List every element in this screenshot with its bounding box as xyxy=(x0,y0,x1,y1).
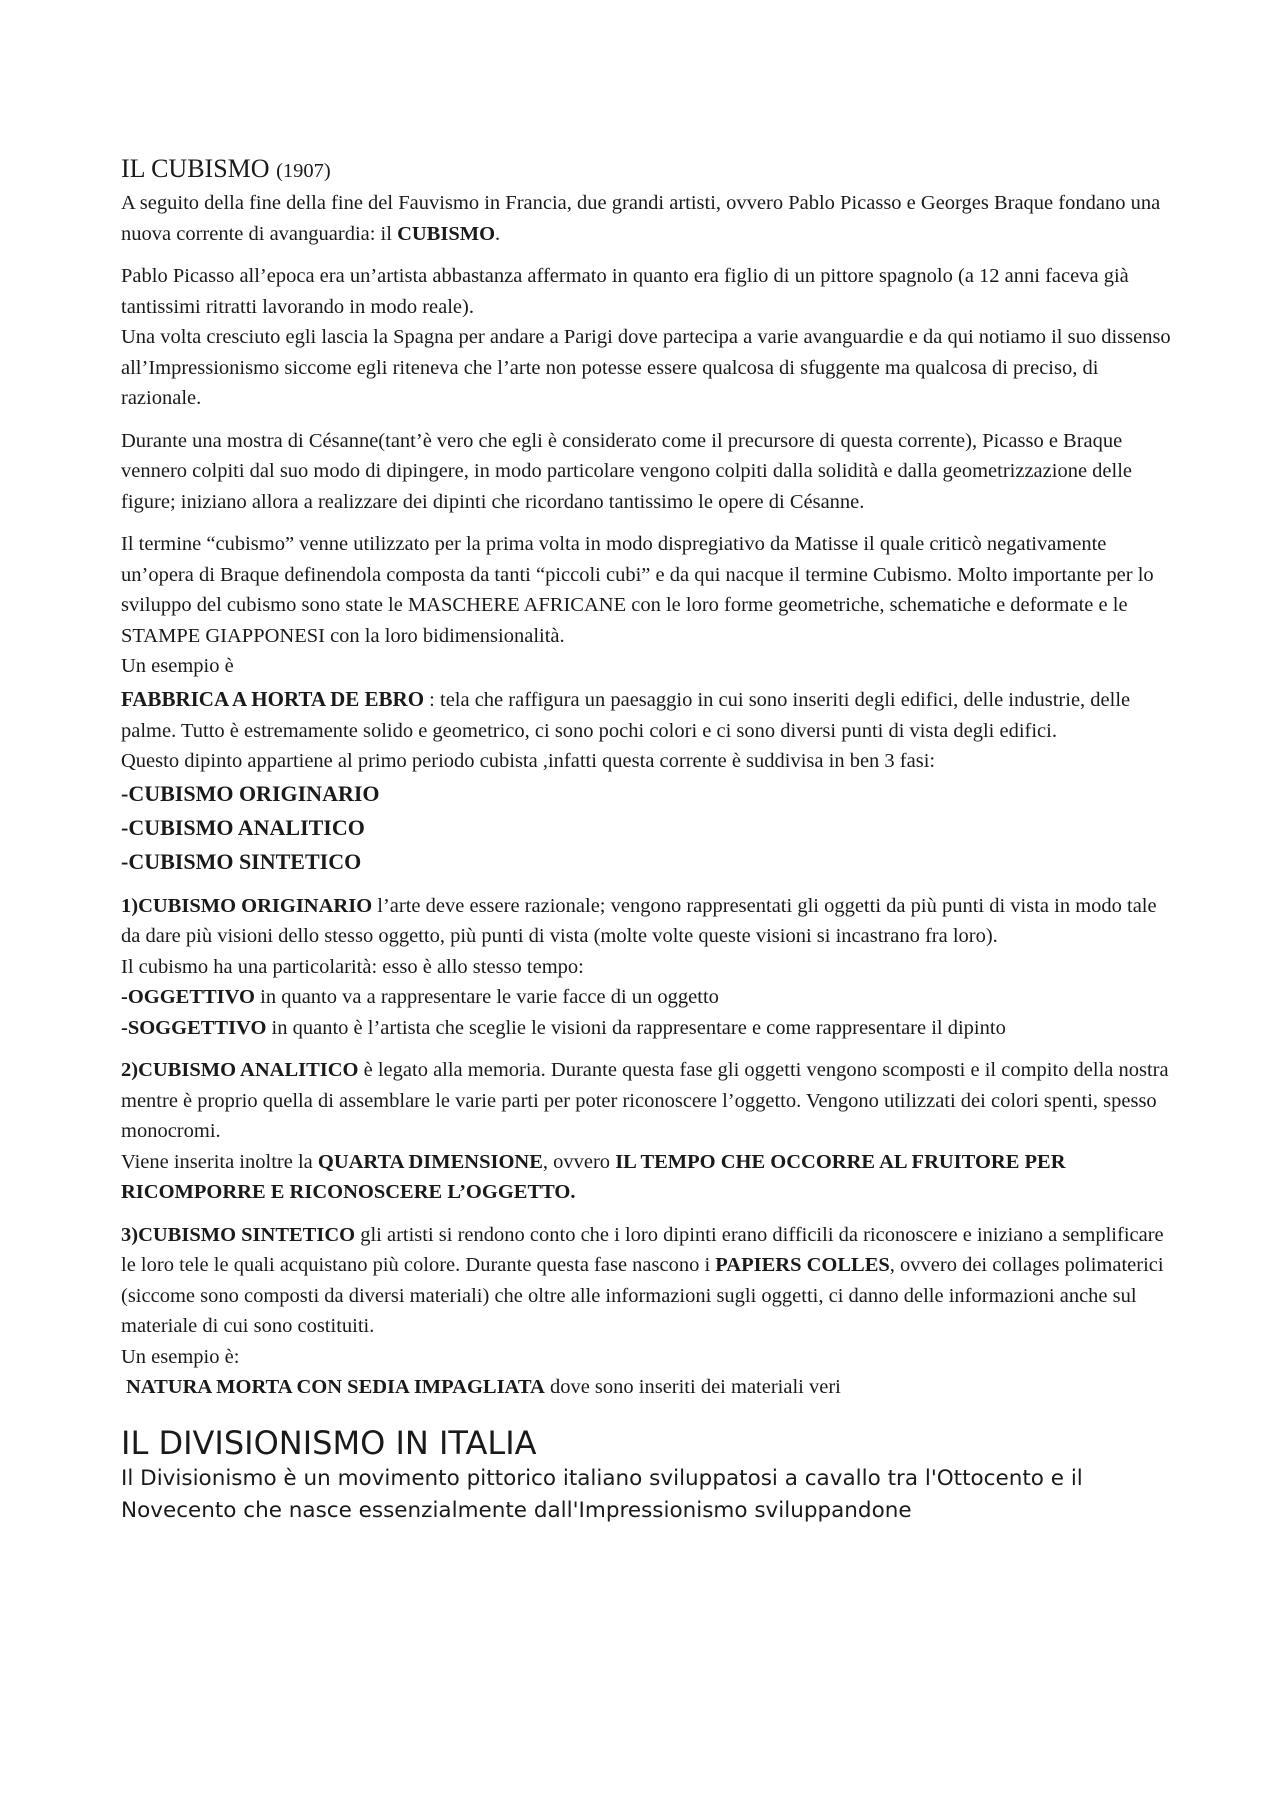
oggettivo-line xyxy=(121,982,1171,1013)
example-fabbrica-text: : tela che raffigura un paesaggio in cui sono inseriti degli edifici, delle industrie, delle palme. Tutto è estremamente solido e geometrico, ci sono pochi colori e ci sono diversi punti di vista degli edifici. xyxy=(121,688,1131,742)
intro-bold: CUBISMO xyxy=(397,222,496,245)
phases-intro: Questo dipinto appartiene al primo periodo cubista ,infatti questa corrente è suddivisa in ben 3 fasi: xyxy=(121,750,936,772)
example-fabbrica-title: FABBRICA A HORTA DE EBRO xyxy=(121,686,425,711)
cesanne-paragraph: Durante una mostra di Césanne(tant’è vero che egli è considerato come il precursore di questa corrente), Picasso e Braque vennero colpiti dal suo modo di dipingere, in modo particolare vengono colpiti dalla solidità e dalla geometrizzazione delle figure; iniziano allora a realizzare dei dipinti che ricordano tantissimo le opere di Césanne. xyxy=(121,429,1133,513)
soggettivo-line xyxy=(121,1013,1171,1044)
document-page xyxy=(121,152,1171,1527)
divisionismo-paragraph: Il Divisionismo è un movimento pittorico italiano sviluppatosi a cavallo tra l'Ottocento e il Novecento che nasce essenzialmente dall'Impressionismo sviluppandone xyxy=(121,1465,1083,1523)
originario-label: 1)CUBISMO ORIGINARIO xyxy=(121,894,373,917)
picasso-paragraph-2: Una volta cresciuto egli lascia la Spagna per andare a Parigi dove partecipa a varie avanguardie e da qui notiamo il suo dissenso all’Impressionismo siccome egli riteneva che l’arte non potesse essere qualcosa di sfuggente ma qualcosa di preciso, di razionale. xyxy=(121,326,1171,409)
sintetico-paragraph xyxy=(121,1220,1171,1342)
analitico-label: 2)CUBISMO ANALITICO xyxy=(121,1059,359,1081)
title-main: IL CUBISMO xyxy=(121,154,270,183)
oggettivo-text: in quanto va a rappresentare le varie facce di un oggetto xyxy=(255,986,719,1008)
phase-item: -CUBISMO ORIGINARIO xyxy=(121,780,380,806)
section-title-divisionismo: IL DIVISIONISMO IN ITALIA xyxy=(121,1423,537,1462)
picasso-paragraph-1: Pablo Picasso all’epoca era un’artista abbastanza affermato in quanto era figlio di un pittore spagnolo (a 12 anni faceva già tantissimi ritratti lavorando in modo reale). xyxy=(121,265,1129,318)
quarta-bold-2: IL TEMPO CHE OCCORRE AL FRUITORE PER RICOMPORRE E RICONOSCERE L’OGGETTO. xyxy=(121,1150,1066,1203)
phase-item: -CUBISMO ANALITICO xyxy=(121,814,365,840)
termine-paragraph: Il termine “cubismo” venne utilizzato per la prima volta in modo dispregiativo da Matisse il quale criticò negativamente un’opera di Braque definendola composta da tanti “piccoli cubi” e da qui nacque il termine Cubismo. Molto importante per lo sviluppo del cubismo sono state le MASCHERE AFRICANE con le loro forme geometriche, schematiche e deformate e le STAMPE GIAPPONESI con la loro bidimensionalità. xyxy=(121,533,1154,647)
example-intro: Un esempio è xyxy=(121,655,234,677)
phase-item: -CUBISMO SINTETICO xyxy=(121,848,362,874)
quarta-text-a: Viene inserita inoltre la xyxy=(121,1150,318,1173)
example-fabbrica xyxy=(121,682,1171,747)
intro-text: A seguito della fine della fine del Fauvismo in Francia, due grandi artisti, ovvero Pablo Picasso e Georges Braque fondano una nuova corrente di avanguardia: il xyxy=(121,192,1161,245)
soggettivo-text: in quanto è l’artista che sceglie le visioni da rappresentare e come rappresentare il dipinto xyxy=(266,1016,1006,1039)
originario-text: l’arte deve essere razionale; vengono rappresentati gli oggetti da più punti di vista in modo tale da dare più visioni dello stesso oggetto, più punti di vista (molte volte queste visioni si incastrano fra loro). xyxy=(121,894,1157,947)
quarta-bold-1: QUARTA DIMENSIONE xyxy=(317,1150,543,1173)
sintetico-label: 3)CUBISMO SINTETICO xyxy=(121,1223,356,1246)
sintetico-text-a: gli artisti si rendono conto che i loro dipinti erano difficili da riconoscere e iniziano a semplificare le loro tele le quali acquistano più colore. Durante questa fase nascono i xyxy=(121,1223,1164,1276)
sintetico-example xyxy=(121,1372,1171,1403)
quarta-dimensione-paragraph xyxy=(121,1147,1171,1208)
sintetico-example-intro: Un esempio è: xyxy=(121,1345,240,1368)
intro-paragraph xyxy=(121,188,1171,249)
sintetico-text-b: , ovvero dei collages polimaterici (siccome sono composti da diversi materiali) che oltre alle informazioni sugli oggetti, ci danno delle informazioni anche sul materiale di cui sono costituiti. xyxy=(121,1254,1164,1337)
soggettivo-label: -SOGGETTIVO xyxy=(121,1016,267,1039)
sintetico-bold: PAPIERS COLLES xyxy=(715,1254,890,1276)
title-year: (1907) xyxy=(276,160,331,182)
oggettivo-label: -OGGETTIVO xyxy=(121,986,256,1008)
originario-paragraph xyxy=(121,891,1171,952)
particolarita-paragraph: Il cubismo ha una particolarità: esso è allo stesso tempo: xyxy=(121,955,584,978)
sintetico-example-text: dove sono inseriti dei materiali veri xyxy=(544,1376,841,1398)
intro-end: . xyxy=(495,222,501,245)
quarta-text-b: , ovvero xyxy=(542,1150,616,1173)
section-title-cubismo xyxy=(121,152,1171,188)
analitico-text: è legato alla memoria. Durante questa fase gli oggetti vengono scomposti e il compito della nostra mentre è proprio quella di assemblare le varie parti per poter riconoscere l’oggetto. Vengono utilizzati dei colori spenti, spesso monocromi. xyxy=(121,1059,1169,1142)
analitico-paragraph xyxy=(121,1055,1171,1147)
sintetico-example-title: NATURA MORTA CON SEDIA IMPAGLIATA xyxy=(126,1376,545,1398)
